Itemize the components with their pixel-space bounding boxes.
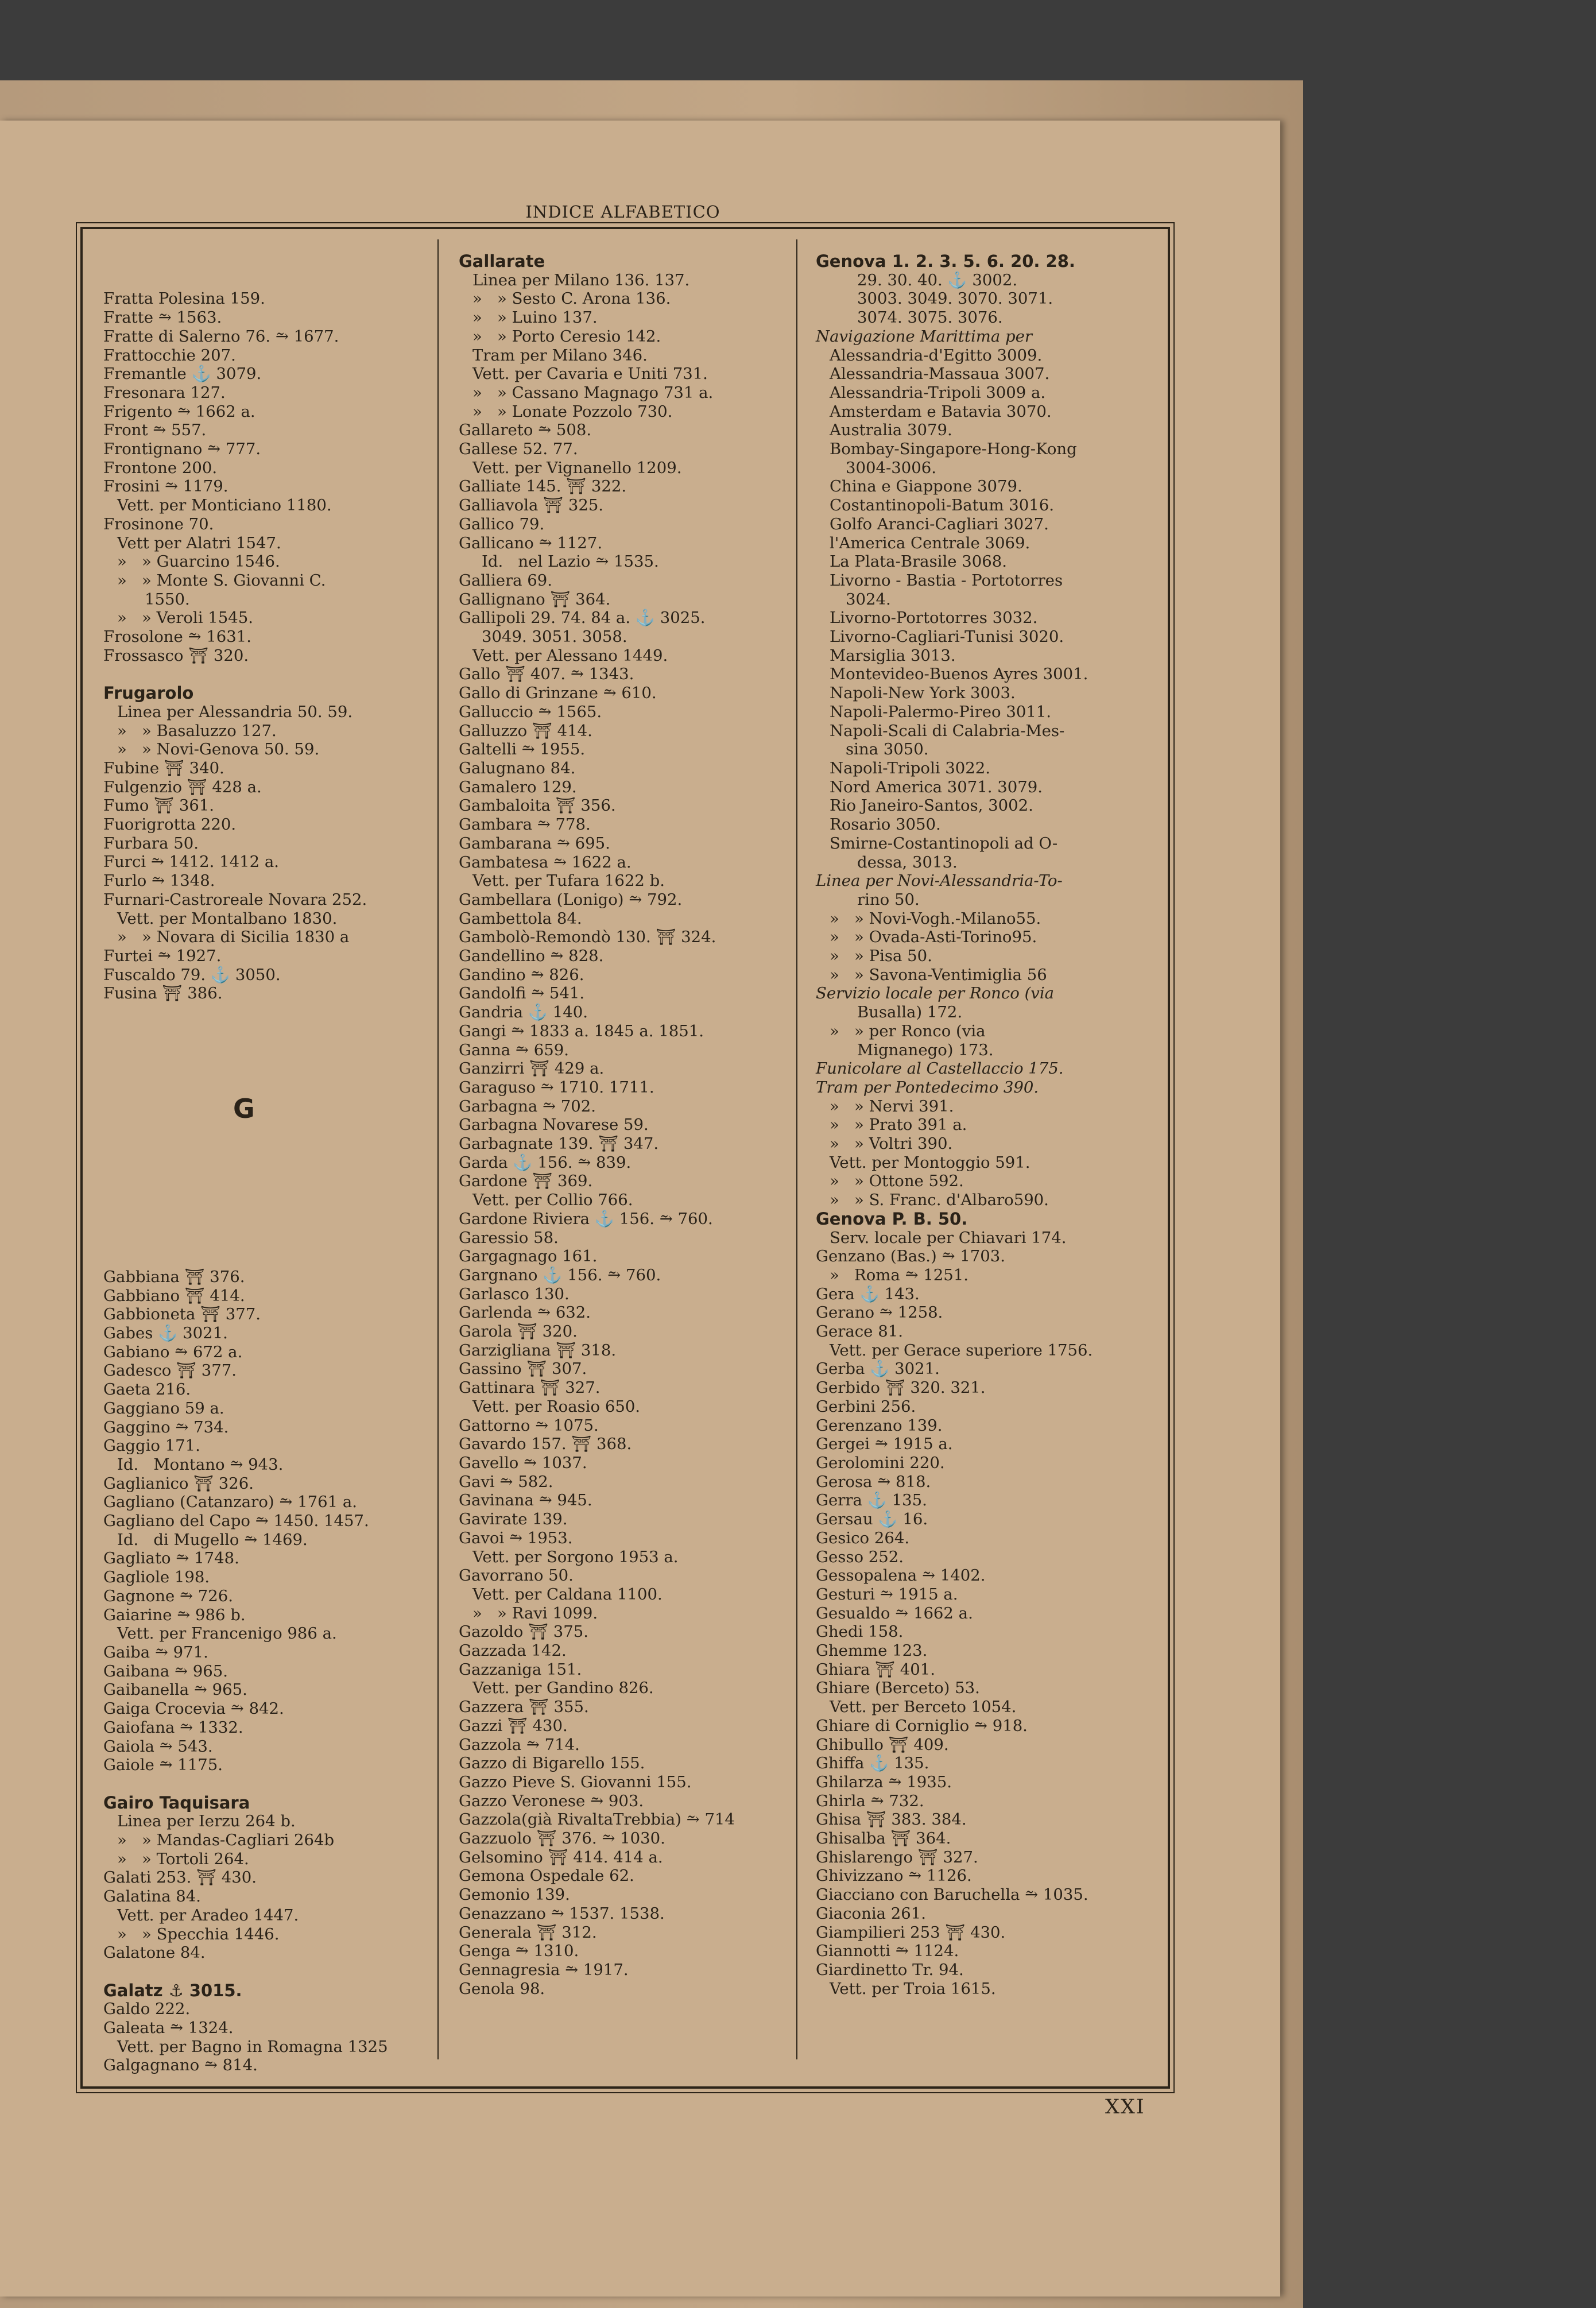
entries-col1-f [103, 289, 442, 1003]
index-entry: Gesualdo ⥲ 1662 a. [816, 1604, 973, 1622]
index-entry: Livorno-Cagliari-Tunisi 3020. [830, 628, 1064, 646]
index-entry: Gennagresia ⥲ 1917. [459, 1960, 629, 1979]
index-entry: Gabbiano ⛩ 414. [103, 1286, 245, 1305]
index-entry: Id. nel Lazio ⥲ 1535. [482, 552, 659, 571]
index-entry: Gaiofana ⥲ 1332. [103, 1718, 243, 1737]
index-entry: » » Tortoli 264. [117, 1849, 249, 1868]
index-entry: Giannotti ⥲ 1124. [816, 1942, 959, 1961]
index-entry: Furnari-Castroreale Novara 252. [103, 890, 367, 909]
index-entry: Gambaloita ⛩ 356. [459, 796, 616, 815]
index-entry: Frigento ⥲ 1662 a. [103, 402, 255, 421]
index-entry: Gera ⚓ 143. [816, 1284, 920, 1303]
index-entry: Ghedi 158. [816, 1622, 904, 1641]
index-heading: Frugarolo [103, 683, 194, 703]
index-entry: » » Specchia 1446. [117, 1924, 280, 1943]
index-frame [80, 227, 1170, 2089]
index-entry: Busalla) 172. [857, 1003, 963, 1022]
index-entry: Gaggio 171. [103, 1436, 200, 1455]
index-entry: Smirne-Costantinopoli ad O- [830, 834, 1058, 853]
index-entry: Serv. locale per Chiavari 174. [830, 1228, 1067, 1247]
index-entry: Gerba ⚓ 3021. [816, 1360, 940, 1378]
index-entry: Vett. per Roasio 650. [472, 1397, 641, 1416]
index-entry: Gabes ⚓ 3021. [103, 1324, 228, 1343]
index-entry: 3049. 3051. 3058. [482, 628, 627, 646]
index-entry: Galati 253. ⛩ 430. [103, 1868, 257, 1887]
index-entry: Gerolomini 220. [816, 1454, 945, 1472]
index-entry: Gattorno ⥲ 1075. [459, 1416, 599, 1435]
index-entry: Vett. per Gandino 826. [472, 1679, 654, 1698]
index-entry: Gessopalena ⥲ 1402. [816, 1566, 986, 1585]
index-entry: Id. Montano ⥲ 943. [117, 1455, 284, 1474]
index-entry: Ghilarza ⥲ 1935. [816, 1772, 952, 1791]
index-entry: Ganna ⥲ 659. [459, 1040, 569, 1059]
index-entry: Giacciano con Baruchella ⥲ 1035. [816, 1885, 1088, 1904]
index-entry: Gazoldo ⛩ 375. [459, 1622, 588, 1641]
index-entry: Tram per Milano 346. [472, 346, 648, 365]
index-entry: Vett. per Troia 1615. [830, 1979, 996, 1998]
index-entry: Napoli-Tripoli 3022. [830, 758, 991, 777]
index-entry: Fratta Polesina 159. [103, 289, 265, 308]
index-entry: Gattinara ⛩ 327. [459, 1378, 601, 1397]
index-entry: Gazzo Pieve S. Giovanni 155. [459, 1772, 692, 1791]
index-entry: Gambellara (Lonigo) ⥲ 792. [459, 890, 683, 909]
index-entry: Gerra ⚓ 135. [816, 1491, 927, 1510]
index-entry: Napoli-Scali di Calabria-Mes- [830, 721, 1065, 740]
index-entry: » » Lonate Pozzolo 730. [472, 402, 673, 421]
index-entry: Tram per Pontedecimo 390. [816, 1078, 1039, 1097]
index-entry: Gambatesa ⥲ 1622 a. [459, 853, 632, 872]
index-entry: Gagliole 198. [103, 1568, 210, 1587]
index-entry: Gandellino ⥲ 828. [459, 947, 604, 966]
index-heading: Gairo Taquisara [103, 1792, 250, 1813]
index-entry: Gergei ⥲ 1915 a. [816, 1435, 953, 1454]
index-entry: Gagnone ⥲ 726. [103, 1586, 233, 1605]
index-entry: Ghislarengo ⛩ 327. [816, 1848, 978, 1866]
index-entry: Vett. per Cavaria e Uniti 731. [472, 365, 708, 384]
index-entry: Gaglianico ⛩ 326. [103, 1474, 254, 1493]
index-entry: Vett. per Montoggio 591. [830, 1153, 1031, 1172]
index-entry: Gardone Riviera ⚓ 156. ⥲ 760. [459, 1209, 713, 1228]
column-3 [816, 252, 1155, 1998]
index-entry: Gerosa ⥲ 818. [816, 1472, 931, 1491]
section-letter: G [233, 1093, 255, 1124]
index-entry: » » Novi-Genova 50. 59. [117, 740, 320, 759]
index-entry: Galdo 222. [103, 2000, 191, 2019]
index-entry: Gerbini 256. [816, 1397, 916, 1416]
index-entry: Fratte ⥲ 1563. [103, 308, 222, 327]
index-entry: Ghiare (Berceto) 53. [816, 1679, 980, 1698]
index-entry: Garlasco 130. [459, 1284, 570, 1303]
index-entry: Linea per Novi-Alessandria-To- [816, 872, 1063, 890]
index-entry: Id. di Mugello ⥲ 1469. [117, 1530, 308, 1549]
index-entry: Gallignano ⛩ 364. [459, 590, 611, 609]
index-entry: Gerbido ⛩ 320. 321. [816, 1378, 986, 1397]
index-entry: Gardone ⛩ 369. [459, 1172, 593, 1191]
index-entry: Gaibanella ⥲ 965. [103, 1680, 247, 1699]
index-entry: Gavoi ⥲ 1953. [459, 1528, 573, 1547]
index-entry: 3004-3006. [846, 458, 937, 477]
index-entry: Frosini ⥲ 1179. [103, 477, 228, 496]
index-entry: Galeata ⥲ 1324. [103, 2019, 234, 2038]
index-entry: Furbara 50. [103, 834, 199, 853]
spacer [103, 665, 442, 684]
index-entry: Gerenzano 139. [816, 1416, 943, 1435]
index-entry: Vett. per Sorgono 1953 a. [472, 1547, 679, 1566]
index-entry: Giampilieri 253 ⛩ 430. [816, 1923, 1006, 1942]
index-entry: Vett. per Gerace superiore 1756. [830, 1341, 1093, 1360]
index-entry: Gavinana ⥲ 945. [459, 1491, 592, 1510]
index-heading: Galatz ⚓ 3015. [103, 1980, 242, 2000]
index-entry: Generala ⛩ 312. [459, 1923, 597, 1942]
index-entry: » » Pisa 50. [830, 947, 932, 966]
index-entry: l'America Centrale 3069. [830, 533, 1031, 552]
index-entry: Fuorigrotta 220. [103, 815, 237, 834]
index-entry: Vett. per Bagno in Romagna 1325 [117, 2037, 388, 2056]
index-entry: Alessandria-d'Egitto 3009. [830, 346, 1043, 365]
index-entry: Funicolare al Castellaccio 175. [816, 1059, 1064, 1078]
index-entry: Gangi ⥲ 1833 a. 1845 a. 1851. [459, 1021, 704, 1040]
index-entry: Gandolfi ⥲ 541. [459, 984, 585, 1003]
index-entry: Gaggino ⥲ 734. [103, 1418, 229, 1436]
index-entry: Gadesco ⛩ 377. [103, 1361, 237, 1380]
index-entry: » » Sesto C. Arona 136. [472, 289, 671, 308]
index-entry: Alessandria-Tripoli 3009 a. [830, 383, 1046, 402]
index-entry: Gallese 52. 77. [459, 440, 578, 459]
index-entry: Garzigliana ⛩ 318. [459, 1341, 617, 1360]
index-entry: Gazzaniga 151. [459, 1660, 582, 1679]
index-entry: Garbagnate 139. ⛩ 347. [459, 1134, 659, 1153]
index-entry: Gallicano ⥲ 1127. [459, 533, 603, 552]
index-entry: Garola ⛩ 320. [459, 1322, 578, 1341]
index-entry: Ghivizzano ⥲ 1126. [816, 1866, 972, 1885]
index-entry: » » Mandas-Cagliari 264b [117, 1831, 335, 1849]
index-entry: Frontone 200. [103, 458, 218, 477]
index-entry: Gaeta 216. [103, 1380, 191, 1399]
index-entry: Fremantle ⚓ 3079. [103, 365, 262, 384]
index-entry: Garda ⚓ 156. ⥲ 839. [459, 1153, 632, 1172]
index-entry: Galatina 84. [103, 1887, 201, 1906]
index-entry: Ghiara ⛩ 401. [816, 1660, 936, 1679]
index-entry: » » Ovada-Asti-Torino95. [830, 928, 1037, 947]
index-entry: Gersau ⚓ 16. [816, 1510, 928, 1529]
index-entry: Gaiola ⥲ 543. [103, 1737, 213, 1756]
index-entry: Galugnano 84. [459, 758, 576, 777]
index-entry: Napoli-Palermo-Pireo 3011. [830, 702, 1052, 721]
index-entry: Gallico 79. [459, 514, 545, 533]
index-entry: Costantinopoli-Batum 3016. [830, 496, 1054, 515]
index-entry: rino 50. [857, 890, 920, 909]
index-entry: Gambarana ⥲ 695. [459, 834, 610, 853]
index-entry: Nord America 3071. 3079. [830, 777, 1043, 796]
index-entry: Ghiare di Corniglio ⥲ 918. [816, 1716, 1028, 1735]
index-entry: Vett. per Caldana 1100. [472, 1585, 663, 1604]
index-entry: Gesturi ⥲ 1915 a. [816, 1585, 958, 1604]
index-entry: Fusina ⛩ 386. [103, 984, 223, 1003]
index-entry: Gandino ⥲ 826. [459, 965, 584, 984]
index-entry: Australia 3079. [830, 421, 952, 440]
index-entry: Galluccio ⥲ 1565. [459, 702, 602, 721]
index-entry: Frossasco ⛩ 320. [103, 646, 249, 665]
index-entry: Rio Janeiro-Santos, 3002. [830, 796, 1033, 815]
index-entry: Gaiga Crocevia ⥲ 842. [103, 1699, 284, 1718]
index-entry: Vett. per Berceto 1054. [830, 1698, 1017, 1717]
index-entry: Rosario 3050. [830, 815, 941, 834]
index-entry: La Plata-Brasile 3068. [830, 552, 1008, 571]
index-entry: 3074. 3075. 3076. [857, 308, 1003, 327]
index-entry: Gallo di Grinzane ⥲ 610. [459, 684, 657, 703]
index-entry: Napoli-New York 3003. [830, 684, 1016, 703]
index-entry: Gallareto ⥲ 508. [459, 421, 592, 440]
index-entry: Gazzuolo ⛩ 376. ⥲ 1030. [459, 1829, 665, 1848]
index-entry: Vett per Alatri 1547. [117, 533, 281, 552]
index-entry: Giardinetto Tr. 94. [816, 1960, 964, 1979]
index-entry: Vett. per Vignanello 1209. [472, 458, 682, 477]
index-entry: Furtei ⥲ 1927. [103, 947, 222, 965]
index-entry: Vett. per Montalbano 1830. [117, 909, 338, 928]
index-entry: Golfo Aranci-Cagliari 3027. [830, 514, 1049, 533]
index-entry: Gabbiana ⛩ 376. [103, 1267, 245, 1286]
index-entry: Gaiba ⥲ 971. [103, 1643, 208, 1662]
index-entry: Navigazione Marittima per [816, 327, 1032, 346]
index-entry: Gagliato ⥲ 1748. [103, 1549, 239, 1568]
index-entry: » » Cassano Magnago 731 a. [472, 383, 714, 402]
index-entry: dessa, 3013. [857, 853, 958, 872]
index-entry: » » Guarcino 1546. [117, 552, 280, 571]
index-entry: Gesso 252. [816, 1547, 904, 1566]
index-entry: Gazzada 142. [459, 1641, 567, 1660]
index-entry: Gazzola ⥲ 714. [459, 1735, 580, 1754]
index-entry: » » Monte S. Giovanni C. [117, 571, 326, 590]
index-entry: Genazzano ⥲ 1537. 1538. [459, 1904, 665, 1923]
index-entry: Furlo ⥲ 1348. [103, 872, 215, 890]
index-entry: Front ⥲ 557. [103, 421, 207, 440]
index-entry: Gemona Ospedale 62. [459, 1866, 634, 1885]
index-entry: Gassino ⛩ 307. [459, 1360, 587, 1378]
index-entry: Vett. per Alessano 1449. [472, 646, 668, 665]
index-entry: Vett. per Monticiano 1180. [117, 496, 332, 515]
index-entry: Garlenda ⥲ 632. [459, 1303, 591, 1322]
index-entry: Galliate 145. ⛩ 322. [459, 477, 627, 496]
index-entry: » » Prato 391 a. [830, 1116, 967, 1134]
index-entry: sina 3050. [846, 740, 929, 759]
index-entry: » » Ravi 1099. [472, 1604, 598, 1622]
index-entry: Gallo ⛩ 407. ⥲ 1343. [459, 665, 634, 684]
index-entry: Linea per Milano 136. 137. [472, 270, 690, 289]
index-entry: Fresonara 127. [103, 383, 226, 402]
index-entry: Gaibana ⥲ 965. [103, 1662, 228, 1680]
index-entry: Galatone 84. [103, 1943, 206, 1962]
index-entry: Genga ⥲ 1310. [459, 1942, 579, 1961]
index-entry: Alessandria-Massaua 3007. [830, 365, 1050, 384]
index-entry: Gargagnago 161. [459, 1247, 598, 1266]
index-entry: Gazzi ⛩ 430. [459, 1716, 568, 1735]
index-entry: 1550. [145, 590, 190, 609]
index-entry: Linea per Alessandria 50. 59. [117, 702, 353, 721]
index-entry: Fumo ⛩ 361. [103, 796, 215, 815]
index-entry: Gabbioneta ⛩ 377. [103, 1305, 261, 1324]
index-entry: Galgagnano ⥲ 814. [103, 2056, 258, 2075]
index-entry: Mignanego) 173. [857, 1040, 994, 1059]
index-entry: Gallipoli 29. 74. 84 a. ⚓ 3025. [459, 609, 706, 628]
index-entry: Gelsomino ⛩ 414. 414 a. [459, 1848, 663, 1866]
index-entry: Gazzera ⛩ 355. [459, 1698, 589, 1717]
index-entry: 3003. 3049. 3070. 3071. [857, 289, 1053, 308]
index-entry: Gavardo 157. ⛩ 368. [459, 1435, 632, 1454]
index-entry: Galliavola ⛩ 325. [459, 496, 604, 515]
index-entry: Gambolò-Remondò 130. ⛩ 324. [459, 928, 716, 947]
index-entry: Ghiffa ⚓ 135. [816, 1754, 929, 1773]
spacer [103, 1962, 442, 1981]
index-entry: Amsterdam e Batavia 3070. [830, 402, 1052, 421]
index-entry: Fubine ⛩ 340. [103, 758, 224, 777]
index-entry: Garbagna Novarese 59. [459, 1116, 649, 1134]
index-entry: Gaggiano 59 a. [103, 1399, 224, 1418]
index-entry: » » Veroli 1545. [117, 609, 253, 628]
index-entry: » » per Ronco (via [830, 1021, 986, 1040]
index-entry: Gaiarine ⥲ 986 b. [103, 1605, 246, 1624]
index-entry: Gavello ⥲ 1037. [459, 1454, 587, 1472]
index-entry: Ghisa ⛩ 383. 384. [816, 1810, 967, 1829]
index-entry: Vett. per Collio 766. [472, 1191, 633, 1210]
index-entry: Ghirla ⥲ 732. [816, 1791, 924, 1810]
index-entry: Gargnano ⚓ 156. ⥲ 760. [459, 1265, 661, 1284]
index-entry: Frattocchie 207. [103, 346, 236, 365]
index-entry: Gerano ⥲ 1258. [816, 1303, 943, 1322]
entries-col1-g [103, 1268, 442, 2075]
index-entry: Furci ⥲ 1412. 1412 a. [103, 853, 279, 872]
index-entry: Gazzo Veronese ⥲ 903. [459, 1791, 644, 1810]
index-entry: Vett. per Tufara 1622 b. [472, 872, 665, 890]
index-entry: Gagliano del Capo ⥲ 1450. 1457. [103, 1512, 369, 1531]
index-entry: » » Basaluzzo 127. [117, 721, 277, 740]
index-entry: Gagliano (Catanzaro) ⥲ 1761 a. [103, 1493, 357, 1512]
index-entry: Gerace 81. [816, 1322, 903, 1341]
index-entry: Bombay-Singapore-Hong-Kong [830, 440, 1077, 459]
index-entry: Servizio locale per Ronco (via [816, 984, 1055, 1003]
index-entry: Fulgenzio ⛩ 428 a. [103, 777, 262, 796]
index-entry: Ganzirri ⛩ 429 a. [459, 1059, 605, 1078]
index-entry: Frontignano ⥲ 777. [103, 440, 261, 459]
index-entry: Gavirate 139. [459, 1510, 568, 1529]
index-entry: Gazzola(già RivaltaTrebbia) ⥲ 714 [459, 1810, 735, 1829]
index-entry: Gemonio 139. [459, 1885, 570, 1904]
index-entry: » » Savona-Ventimiglia 56 [830, 965, 1047, 984]
index-entry: Ghemme 123. [816, 1641, 928, 1660]
index-entry: Giaconia 261. [816, 1904, 926, 1923]
index-entry: » » Nervi 391. [830, 1097, 954, 1116]
index-entry: » » Porto Ceresio 142. [472, 327, 661, 346]
index-entry: Marsiglia 3013. [830, 646, 956, 665]
page-number: XXI [1105, 2096, 1145, 2119]
index-entry: Gaiole ⥲ 1175. [103, 1756, 223, 1775]
index-entry: Livorno-Portotorres 3032. [830, 609, 1038, 628]
index-entry: Frosinone 70. [103, 514, 214, 533]
index-entry: Ghibullo ⛩ 409. [816, 1735, 949, 1754]
index-entry: Linea per Ierzu 264 b. [117, 1812, 296, 1831]
index-entry: Garessio 58. [459, 1228, 559, 1247]
index-entry: China e Giappone 3079. [830, 477, 1022, 496]
index-entry: Gesico 264. [816, 1528, 910, 1547]
column-1 [103, 252, 442, 2113]
spacer [103, 1775, 442, 1794]
index-entry: Vett. per Francenigo 986 a. [117, 1624, 337, 1643]
index-heading: Gallarate [459, 251, 545, 271]
index-entry: Gambettola 84. [459, 909, 582, 928]
index-heading: Genova 1. 2. 3. 5. 6. 20. 28. [816, 251, 1075, 271]
index-entry: Genola 98. [459, 1979, 545, 1998]
index-entry: Galluzzo ⛩ 414. [459, 721, 592, 740]
page-header: INDICE ALFABETICO [525, 202, 720, 222]
index-entry: » Roma ⥲ 1251. [830, 1265, 969, 1284]
index-entry: Gavi ⥲ 582. [459, 1472, 553, 1491]
index-entry: Garbagna ⥲ 702. [459, 1097, 596, 1116]
index-entry: Gabiano ⥲ 672 a. [103, 1342, 243, 1361]
index-entry: Fratte di Salerno 76. ⥲ 1677. [103, 327, 339, 346]
index-entry: 3024. [846, 590, 891, 609]
index-entry: Vett. per Aradeo 1447. [117, 1906, 299, 1924]
index-entry: » » Novi-Vogh.-Milano55. [830, 909, 1041, 928]
index-entry: Fuscaldo 79. ⚓ 3050. [103, 965, 281, 984]
index-entry: » » S. Franc. d'Albaro590. [830, 1191, 1049, 1210]
index-entry: Garaguso ⥲ 1710. 1711. [459, 1078, 654, 1097]
index-entry: Livorno - Bastia - Portotorres [830, 571, 1063, 590]
index-entry: Gazzo di Bigarello 155. [459, 1754, 645, 1773]
index-entry: Frosolone ⥲ 1631. [103, 628, 252, 646]
index-entry: Ghisalba ⛩ 364. [816, 1829, 951, 1848]
index-heading: Genova P. B. 50. [816, 1209, 968, 1229]
index-entry: Genzano (Bas.) ⥲ 1703. [816, 1247, 1006, 1266]
index-entry: » » Voltri 390. [830, 1134, 953, 1153]
index-entry: 29. 30. 40. ⚓ 3002. [857, 270, 1018, 289]
index-entry: Gamalero 129. [459, 777, 577, 796]
index-entry: Montevideo-Buenos Ayres 3001. [830, 665, 1088, 684]
index-entry: Galtelli ⥲ 1955. [459, 740, 586, 759]
index-entry: Gambara ⥲ 778. [459, 815, 591, 834]
index-entry: Galliera 69. [459, 571, 553, 590]
index-entry: » » Ottone 592. [830, 1172, 964, 1191]
index-entry: » » Luino 137. [472, 308, 598, 327]
index-entry: Gavorrano 50. [459, 1566, 574, 1585]
column-2 [459, 252, 797, 1998]
index-entry: » » Novara di Sicilia 1830 a [117, 928, 350, 947]
index-entry: Gandria ⚓ 140. [459, 1003, 588, 1022]
letter-section-break [103, 1041, 442, 1230]
